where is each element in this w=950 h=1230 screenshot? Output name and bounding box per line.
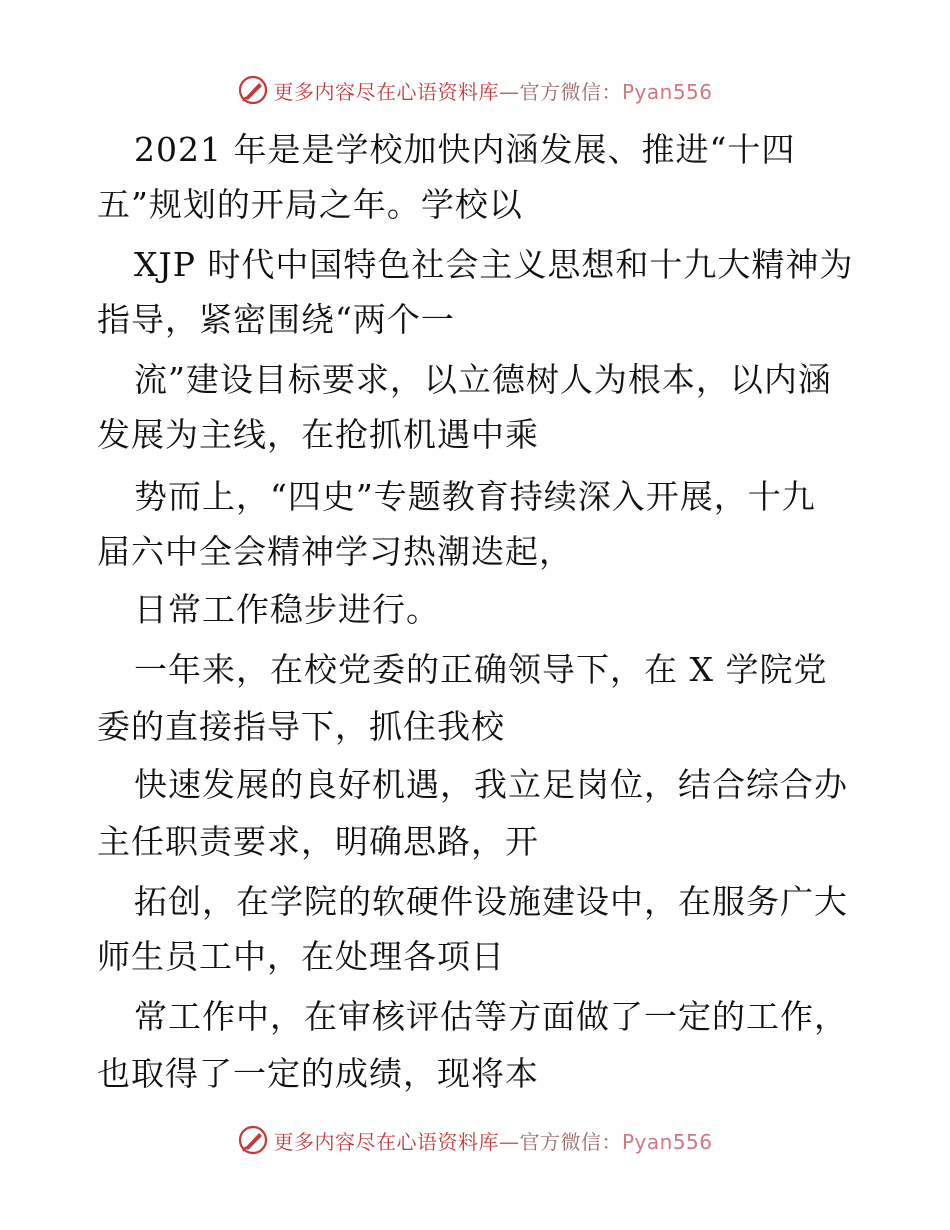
paragraph-line: 日常工作稳步进行。 (134, 590, 440, 629)
header-wechat-id: Pyan556 (621, 79, 713, 104)
paragraph-line: 届六中全会精神学习热潮迭起， (97, 532, 573, 571)
paragraph-line: 一年来，在校党委的正确领导下，在 X 学院党 (134, 650, 828, 689)
header-wechat-label: 官方微信： (519, 79, 622, 104)
header-separator: — (498, 79, 520, 104)
paragraph-line: 2021 年是是学校加快内涵发展、推进“十四 (134, 130, 796, 169)
header-banner (0, 70, 950, 110)
paragraph-line: XJP 时代中国特色社会主义思想和十九大精神为 (134, 245, 854, 284)
footer-banner-text (273, 1126, 712, 1155)
footer-banner (0, 1120, 950, 1160)
paragraph-line: 也取得了一定的成绩，现将本 (97, 1054, 539, 1093)
footer-brand: 更多内容尽在心语资料库 (273, 1129, 499, 1154)
quill-circle-logo-icon (237, 1124, 269, 1156)
paragraph-line: 快速发展的良好机遇，我立足岗位，结合综合办 (134, 765, 848, 804)
header-banner-text (273, 76, 712, 105)
paragraph-line: 势而上，“四史”专题教育持续深入开展，十九 (134, 477, 816, 516)
footer-separator: — (498, 1129, 520, 1154)
paragraph-line: 主任职责要求，明确思路，开 (97, 822, 539, 861)
paragraph-line: 发展为主线，在抢抓机遇中乘 (97, 415, 539, 454)
header-brand: 更多内容尽在心语资料库 (273, 79, 499, 104)
paragraph-line: 常工作中，在审核评估等方面做了一定的工作， (134, 997, 848, 1036)
paragraph-line: 五”规划的开局之年。学校以 (97, 185, 523, 224)
paragraph-line: 拓创，在学院的软硬件设施建设中，在服务广大 (134, 882, 848, 921)
footer-wechat-id: Pyan556 (621, 1129, 713, 1154)
paragraph-line: 指导，紧密围绕“两个一 (97, 300, 455, 339)
paragraph-line: 委的直接指导下，抓住我校 (97, 707, 505, 746)
footer-wechat-label: 官方微信： (519, 1129, 622, 1154)
paragraph-line: 流”建设目标要求，以立德树人为根本，以内涵 (134, 360, 832, 399)
quill-circle-logo-icon (237, 74, 269, 106)
paragraph-line: 师生员工中，在处理各项日 (97, 937, 505, 976)
